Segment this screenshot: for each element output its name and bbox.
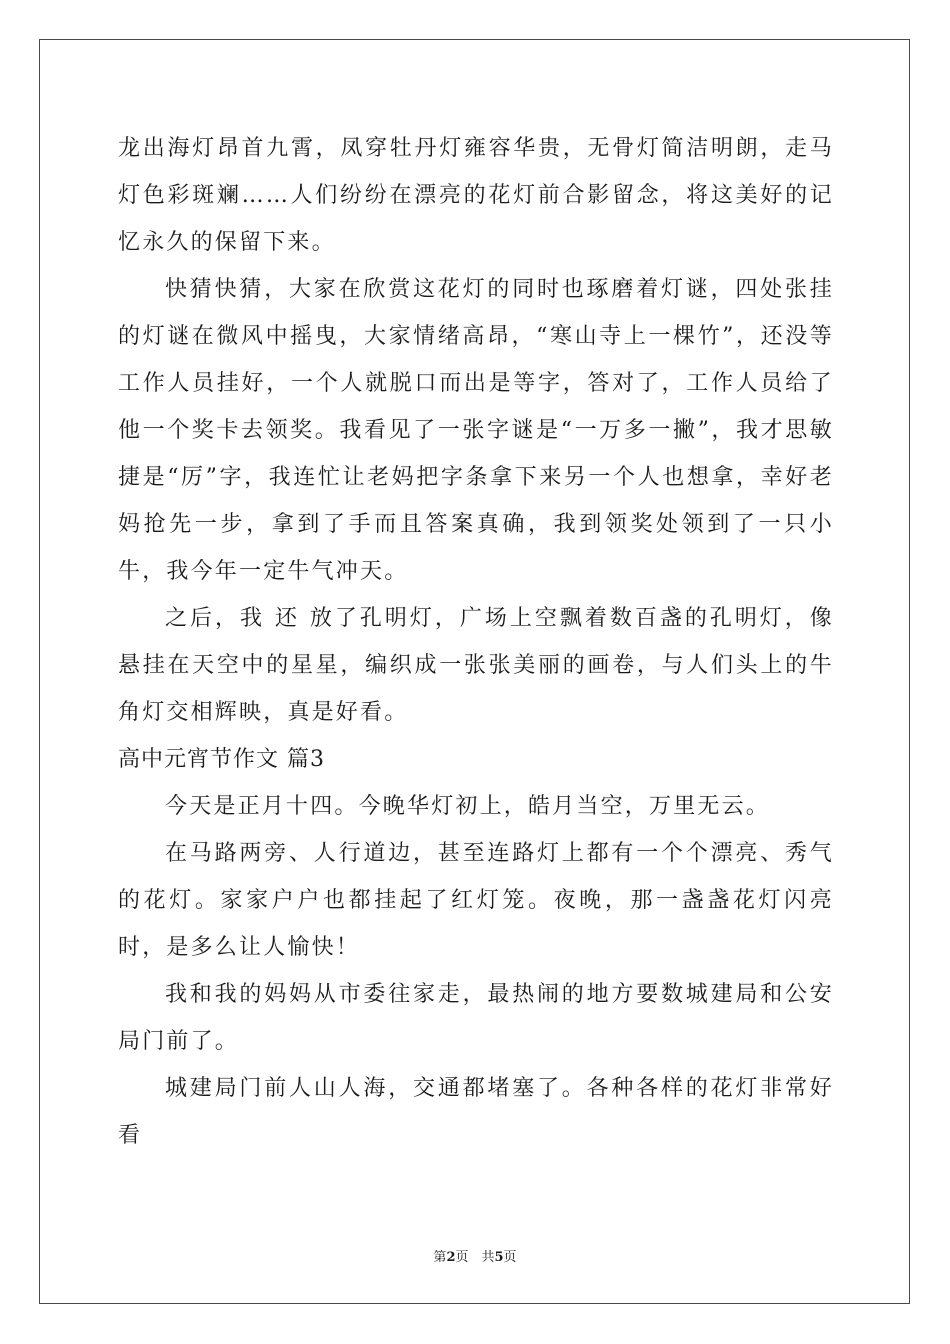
paragraph-opening: 今天是正月十四。今晚华灯初上，皓月当空，万里无云。 — [165, 794, 771, 819]
paragraph-lanterns: 之后，我 还 放了孔明灯，广场上空飘着数百盏的孔明灯，像悬挂在天空中的星星，编织成一张张美丽的画卷，与人们头上的牛角灯交相辉映，真是好看。 — [118, 606, 834, 725]
paragraph-walk-home: 我和我的妈妈从市委往家走，最热闹的地方要数城建局和公安局门前了。 — [118, 982, 834, 1054]
paragraph-continued: 龙出海灯昂首九霄，凤穿牡丹灯雍容华贵，无骨灯简洁明朗，走马灯色彩斑斓……人们纷纷在漂亮的花灯前合影留念，将这美好的记忆永久的保留下来。 — [118, 136, 834, 255]
paragraph-riddles: 快猜快猜，大家在欣赏这花灯的同时也琢磨着灯谜，四处张挂的灯谜在微风中摇曳，大家情绪高昂，“寒山寺上一棵竹”，还没等工作人员挂好，一个人就脱口而出是等字，答对了，工作人员给了他一个奖卡去领奖。我看见了一张字谜是“一万多一撇”，我才思敏捷是“厉”字，我连忙让老妈把字条拿下来另一个人也想拿，幸好老妈抢先一步，拿到了手而且答案真确，我到领奖处领到了一只小牛，我今年一定牛气冲天。 — [118, 277, 834, 584]
paragraph-street-lanterns: 在马路两旁、人行道边，甚至连路灯上都有一个个漂亮、秀气的花灯。家家户户也都挂起了红灯笼。夜晚，那一盏盏花灯闪亮时，是多么让人愉快！ — [118, 841, 834, 960]
footer-total-pages: 5 — [494, 1250, 504, 1265]
section-heading: 高中元宵节作文 篇3 — [118, 747, 325, 772]
footer-current-page: 2 — [446, 1250, 456, 1265]
paragraph-crowd: 城建局门前人山人海，交通都堵塞了。各种各样的花灯非常好看 — [118, 1076, 834, 1148]
document-body — [118, 125, 834, 1159]
footer-middle: 页 共 — [455, 1250, 495, 1265]
footer-prefix: 第 — [433, 1250, 447, 1265]
page-number-footer — [0, 1246, 950, 1265]
footer-suffix: 页 — [503, 1250, 517, 1265]
